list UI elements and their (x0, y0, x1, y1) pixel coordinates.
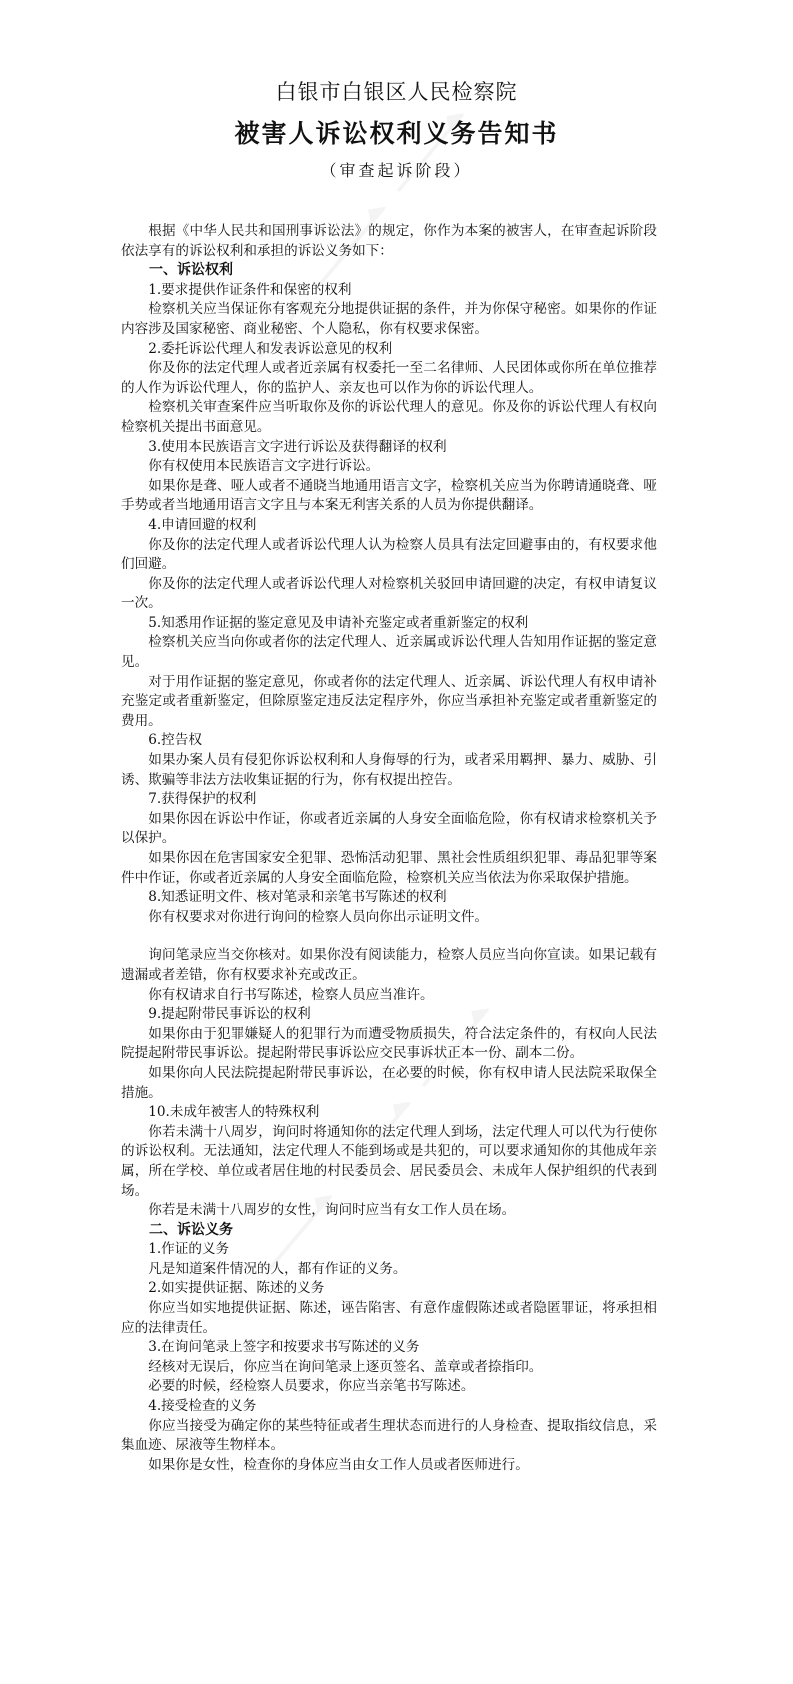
rights-item-paragraph: 对于用作证据的鉴定意见，你或者你的法定代理人、近亲属、诉讼代理人有权申请补充鉴定或者重新鉴定，但除原鉴定违反法定程序外，你应当承担补充鉴定或者重新鉴定的费用。 (121, 673, 657, 729)
rights-item-title: 10.未成年被害人的特殊权利 (148, 1104, 320, 1121)
document-body (121, 222, 657, 1475)
duties-item-title: 1.作证的义务 (148, 1241, 230, 1258)
rights-item-title: 1.要求提供作证条件和保密的权利 (148, 281, 352, 298)
duties-item-paragraph: 如果你是女性，检查你的身体应当由女工作人员或者医师进行。 (148, 1456, 529, 1473)
duties-item-title: 2.如实提供证据、陈述的义务 (148, 1280, 325, 1297)
rights-item-paragraph: 你有权请求自行书写陈述，检察人员应当准许。 (148, 986, 434, 1003)
rights-item-title: 5.知悉用作证据的鉴定意见及申请补充鉴定或者重新鉴定的权利 (148, 614, 529, 631)
blank-line (121, 927, 657, 946)
rights-item-paragraph: 检察机关应当向你或者你的法定代理人、近亲属或诉讼代理人告知用作证据的鉴定意见。 (121, 634, 657, 671)
rights-item-paragraph: 检察机关审查案件应当听取你及你的诉讼代理人的意见。你及你的诉讼代理人有权向检察机关提出书面意见。 (121, 399, 657, 435)
document-stage: （审查起诉阶段） (320, 161, 473, 180)
rights-item-title: 2.委托诉讼代理人和发表诉讼意见的权利 (148, 340, 393, 357)
rights-list (121, 281, 657, 1221)
rights-item-paragraph: 你及你的法定代理人或者近亲属有权委托一至二名律师、人民团体或你所在单位推荐的人作为诉讼代理人，你的监护人、亲友也可以作为你的诉讼代理人。 (121, 360, 657, 396)
intro-paragraph: 根据《中华人民共和国刑事诉讼法》的规定，你作为本案的被害人，在审查起诉阶段依法享有的诉讼权利和承担的诉讼义务如下： (121, 223, 657, 259)
rights-item-title: 7.获得保护的权利 (148, 791, 257, 808)
rights-item-paragraph: 你有权使用本民族语言文字进行诉讼。 (148, 458, 380, 475)
document-title: 被害人诉讼权利义务告知书 (234, 119, 559, 148)
rights-item-paragraph: 询问笔录应当交你核对。如果你没有阅读能力，检察人员应当向你宣读。如果记载有遗漏或者差错，你有权要求补充或改正。 (121, 947, 657, 983)
duties-item-paragraph: 你应当接受为确定你的某些特征或者生理状态而进行的人身检查、提取指纹信息，采集血迹、尿液等生物样本。 (121, 1417, 657, 1454)
duties-item-paragraph: 经核对无误后，你应当在询问笔录上逐页签名、盖章或者捺指印。 (148, 1358, 543, 1375)
duties-item-title: 3.在询问笔录上签字和按要求书写陈述的义务 (148, 1339, 420, 1356)
rights-item-paragraph: 你及你的法定代理人或者诉讼代理人认为检察人员具有法定回避事由的，有权要求他们回避。 (121, 536, 657, 573)
rights-item-paragraph: 你及你的法定代理人或者诉讼代理人对检察机关驳回申请回避的决定，有权申请复议一次。 (121, 575, 657, 612)
rights-item-paragraph: 如果你是聋、哑人或者不通晓当地通用语言文字，检察机关应当为你聘请通晓聋、哑手势或者当地通用语言文字且与本案无利害关系的人员为你提供翻译。 (121, 477, 657, 514)
rights-item-title: 8.知悉证明文件、核对笔录和亲笔书写陈述的权利 (148, 889, 447, 906)
section-heading-rights: 一、诉讼权利 (149, 262, 233, 279)
rights-item-title: 4.申请回避的权利 (148, 516, 257, 533)
rights-item-title: 9.提起附带民事诉讼的权利 (148, 1006, 311, 1023)
duties-item-paragraph: 必要的时候，经检察人员要求，你应当亲笔书写陈述。 (148, 1378, 475, 1395)
rights-item-paragraph: 检察机关应当保证你有客观充分地提供证据的条件，并为你保守秘密。如果你的作证内容涉及国家秘密、商业秘密、个人隐私，你有权要求保密。 (121, 301, 657, 337)
rights-item-paragraph: 你若未满十八周岁，询问时将通知你的法定代理人到场，法定代理人可以代为行使你的诉讼权利。无法通知，法定代理人不能到场或是共犯的，可以要求通知你的其他成年亲属，所在学校、单位或者居住地的村民委员会、居民委员会、未成年人保护组织的代表到场。 (121, 1123, 657, 1199)
duties-item-paragraph: 你应当如实地提供证据、陈述，诬告陷害、有意作虚假陈述或者隐匿罪证，将承担相应的法律责任。 (121, 1300, 657, 1336)
rights-item-paragraph: 如果你由于犯罪嫌疑人的犯罪行为而遭受物质损失，符合法定条件的，有权向人民法院提起附带民事诉讼。提起附带民事诉讼应交民事诉状正本一份、副本二份。 (121, 1025, 657, 1062)
duties-item-title: 4.接受检查的义务 (148, 1398, 257, 1415)
rights-item-title: 3.使用本民族语言文字进行诉讼及获得翻译的权利 (148, 438, 447, 455)
duties-list (121, 1240, 657, 1475)
duties-item-paragraph: 凡是知道案件情况的人，都有作证的义务。 (148, 1260, 407, 1277)
rights-item-paragraph: 如果你因在诉讼中作证，你或者近亲属的人身安全面临危险，你有权请求检察机关予以保护。 (121, 810, 657, 847)
issuing-organization: 白银市白银区人民检察院 (275, 80, 518, 104)
rights-item-paragraph: 你若是未满十八周岁的女性，询问时应当有女工作人员在场。 (148, 1202, 516, 1219)
rights-item-title: 6.控告权 (148, 732, 202, 749)
rights-item-paragraph: 如果办案人员有侵犯你诉讼权利和人身侮辱的行为，或者采用羁押、暴力、威胁、引诱、欺骗等非法方法收集证据的行为，你有权提出控告。 (121, 752, 657, 788)
rights-item-paragraph: 如果你因在危害国家安全犯罪、恐怖活动犯罪、黑社会性质组织犯罪、毒品犯罪等案件中作证，你或者近亲属的人身安全面临危险，检察机关应当依法为你采取保护措施。 (121, 850, 657, 886)
rights-item-paragraph: 如果你向人民法院提起附带民事诉讼，在必要的时候，你有权申请人民法院采取保全措施。 (121, 1064, 657, 1101)
rights-item-paragraph: 你有权要求对你进行询问的检察人员向你出示证明文件。 (148, 908, 489, 925)
section-heading-duties: 二、诉讼义务 (149, 1221, 233, 1238)
